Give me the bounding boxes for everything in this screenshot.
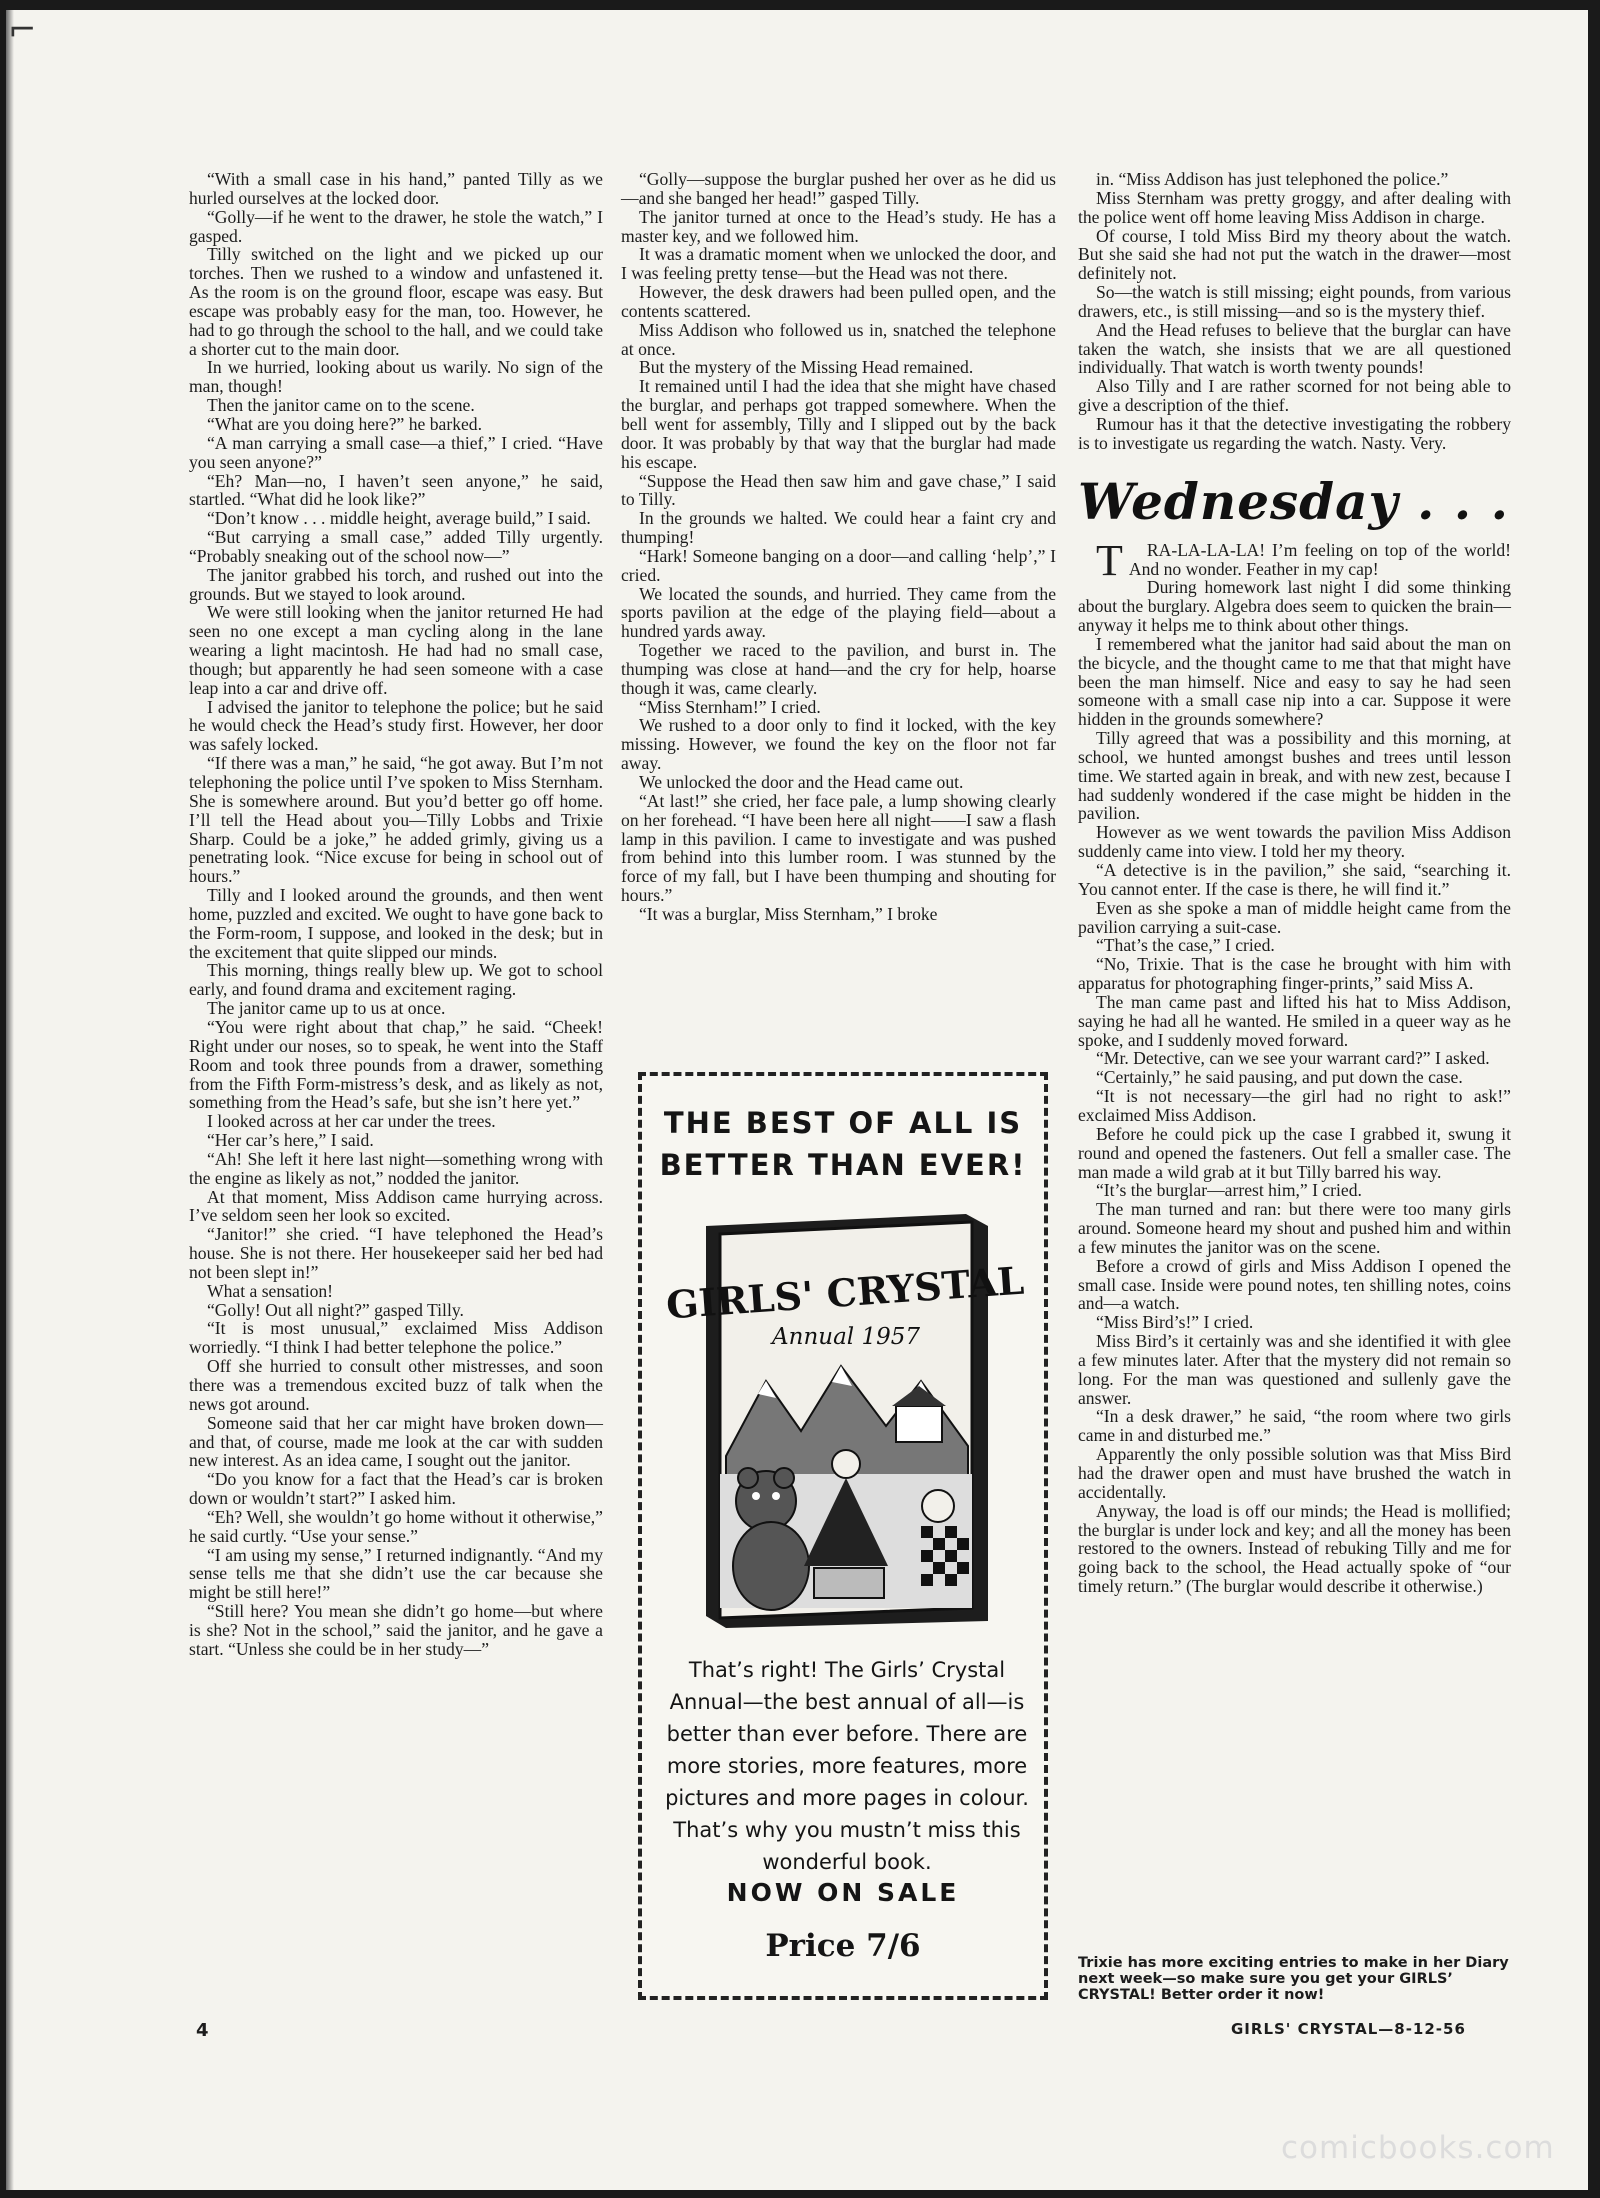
story-paragraph: The man came past and lifted his hat to Miss Addison, saying he had all he wanted. He smiled in a queer way as he spoke, and I suddenly moved forward. bbox=[1078, 991, 1511, 1050]
story-paragraph: I advised the janitor to telephone the police; but he said he would check the Head’s study first. However, her door was safely locked. bbox=[189, 696, 603, 755]
story-paragraph: “You were right about that chap,” he said. “Cheek! Right under our noses, so to speak, he went into the Staff Room and took three pounds from a drawer, something from the Fifth Form-mistress’s desk, and as likely as not, something from the Head’s safe, but she isn’t here yet.” bbox=[189, 1016, 603, 1113]
story-paragraph: Someone said that her car might have broken down—and that, of course, made me look at the car with sudden new interest. As an idea came, I sought out the janitor. bbox=[189, 1412, 603, 1471]
advert-price: Price 7/6 bbox=[765, 1928, 921, 1964]
story-paragraph: In we hurried, looking about us warily. No sign of the man, though! bbox=[189, 357, 603, 397]
diary-heading-wednesday: Wednesday . . . bbox=[1078, 471, 1510, 531]
story-column-2 bbox=[621, 170, 1056, 924]
story-paragraph: “Miss Bird’s!” I cried. bbox=[1096, 1312, 1254, 1333]
story-paragraph: We rushed to a door only to find it locked, with the key missing. However, we found the key on the floor not far away. bbox=[621, 715, 1056, 774]
story-paragraph: The man turned and ran: but there were too many girls around. Someone heard my shout and pushed him and within a few minutes the janitor was on the scene. bbox=[1078, 1199, 1511, 1257]
story-paragraph: “Golly! Out all night?” gasped Tilly. bbox=[207, 1299, 464, 1320]
dropcap-letter: T bbox=[1096, 535, 1123, 585]
story-paragraph: Even as she spoke a man of middle height came from the pavilion carrying a suit-case. bbox=[1078, 897, 1511, 937]
story-paragraph: But the mystery of the Missing Head remained. bbox=[639, 357, 974, 378]
diary-opening-text: RA-LA-LA-LA! I’m feeling on top of the world! And no wonder. Feather in my cap! bbox=[1128, 539, 1511, 579]
story-paragraph: Also Tilly and I are rather scorned for not being able to give a description of the thief. bbox=[1078, 376, 1511, 416]
advert-headline-line-2: BETTER THAN EVER! bbox=[659, 1148, 1027, 1182]
story-column-3 bbox=[1078, 170, 1511, 1596]
story-paragraph: In the grounds we halted. We could hear a faint cry and thumping! bbox=[621, 508, 1056, 548]
annual-book-cover-illustration bbox=[664, 1206, 1026, 1631]
story-paragraph: “Still here? You mean she didn’t go home—but where is she? Not in the school,” said the janitor, and he gave a start. “Unless she could be in her study—” bbox=[189, 1601, 603, 1659]
story-paragraph: “It was a burglar, Miss Sternham,” I broke bbox=[639, 903, 938, 924]
story-paragraph: It remained until I had the idea that she might have chased the burglar, and perhaps got trapped somewhere. When the bell went for assembly, Tilly and I slipped out by the back door. It was probably by that way that the burglar had made his escape. bbox=[621, 376, 1056, 472]
story-paragraph: The janitor grabbed his torch, and rushed out into the grounds. But we stayed to look around. bbox=[189, 564, 603, 604]
story-paragraph: “At last!” she cried, her face pale, a lump showing clearly on her forehead. “I have been here all night——I saw a flash lamp in this pavilion. I came to investigate and was pushed from behind into this lumber room. I was stunned by the force of my fall, but I have been thumping and shouting for hours.” bbox=[621, 790, 1056, 906]
story-paragraph: Then the janitor came on to the scene. bbox=[207, 395, 475, 416]
story-paragraph: Before he could pick up the case I grabbed it, swung it round and opened the fasteners. Out fell a smaller case. The man made a wild grab at it but Tilly barred his way. bbox=[1078, 1123, 1511, 1182]
advert-now-on-sale: NOW ON SALE bbox=[726, 1878, 960, 1907]
story-paragraph: “What are you doing here?” he barked. bbox=[207, 413, 483, 434]
story-paragraph: Apparently the only possible solution was that Miss Bird had the drawer open and must have brushed the watch in accidentally. bbox=[1078, 1444, 1511, 1502]
story-paragraph: “Golly—if he went to the drawer, he stole the watch,” I gasped. bbox=[189, 206, 603, 246]
story-paragraph: However, the desk drawers had been pulled open, and the contents scattered. bbox=[621, 282, 1056, 321]
book-subtitle: Annual 1957 bbox=[772, 1324, 920, 1350]
story-paragraph: I remembered what the janitor had said about the man on the bicycle, and the thought came to me that that might have been the man himself. Nice and easy to say he had seen someone with a small case nip into a car. Suppose it were hidden in the grounds somewhere? bbox=[1078, 633, 1511, 730]
story-paragraph: “That’s the case,” I cried. bbox=[1096, 935, 1275, 956]
book-title: GIRLS' CRYSTAL bbox=[664, 1257, 1026, 1328]
story-paragraph: “Mr. Detective, can we see your warrant card?” I asked. bbox=[1096, 1048, 1490, 1069]
story-paragraph: “Golly—suppose the burglar pushed her over as he did us—and she banged her head!” gasped Tilly. bbox=[621, 169, 1056, 208]
magazine-page bbox=[6, 10, 1588, 2190]
corner-fold-mark: ⌐ bbox=[8, 10, 37, 50]
story-paragraph: “It is most unusual,” exclaimed Miss Addison worriedly. “I think I had better telephone the police.” bbox=[189, 1318, 603, 1358]
story-paragraph: “In a desk drawer,” he said, “the room where two girls came in and disturbed me.” bbox=[1078, 1406, 1511, 1446]
story-paragraph: Miss Bird’s it certainly was and she identified it with glee a few minutes later. After that the mystery did not remain so long. For the man was questioned and sullenly gave the answer. bbox=[1078, 1331, 1511, 1408]
story-column-1 bbox=[189, 170, 603, 1659]
story-paragraph: I looked across at her car under the trees. bbox=[207, 1111, 496, 1132]
story-paragraph: So—the watch is still missing; eight pounds, from various drawers, etc., is still missing—and so is the mystery thief. bbox=[1078, 282, 1511, 321]
story-paragraph: Tilly switched on the light and we picked up our torches. Then we rushed to a window and unfastened it. As the room is on the ground floor, escape was easy. But escape was probably easy for the man, too. However, he had to go through the school to the hall, and we could take a shorter cut to the main door. bbox=[189, 244, 603, 359]
story-paragraph: Tilly and I looked around the grounds, and then went home, puzzled and excited. We ought to have gone back to the Form-room, I suppose, and looked in the desk; but in the excitement that quite slipped our minds. bbox=[189, 885, 603, 962]
page-gutter-shadow bbox=[6, 10, 14, 2190]
story-paragraph: “It is not necessary—the girl had no right to ask!” exclaimed Miss Addison. bbox=[1078, 1086, 1511, 1125]
story-paragraph: “A man carrying a small case—a thief,” I cried. “Have you seen anyone?” bbox=[189, 432, 603, 472]
story-paragraph: “Eh? Man—no, I haven’t seen anyone,” he said, startled. “What did he look like?” bbox=[189, 470, 603, 510]
story-paragraph: Off she hurried to consult other mistresses, and soon there was a tremendous excited buzz of talk when the news got around. bbox=[189, 1356, 603, 1414]
story-paragraph: “Do you know for a fact that the Head’s car is broken down or wouldn’t start?” I asked him. bbox=[189, 1469, 603, 1509]
story-paragraph: “If there was a man,” he said, “he got away. But I’m not telephoning the police until I’ve spoken to Miss Sternham. She is somewhere around. But you’d better go off home. I’ll tell the Head about you—Tilly Lobbs and Trixie Sharp. Could be a joke,” he added grimly, giving us a penetrating look. “Nice excuse for being in school out of hours.” bbox=[189, 753, 603, 887]
next-week-teaser: Trixie has more exciting entries to make in her Diary next week—so make sure you get your GIRLS’ CRYSTAL! Better order it now! bbox=[1078, 1955, 1509, 2003]
story-paragraph: We were still looking when the janitor returned He had seen no one except a man cycling along in the lane wearing a light macintosh. He had had no small case, though; but apparently he had seen someone with a case leap into a car and drive off. bbox=[189, 602, 603, 698]
story-paragraph: “Don’t know . . . middle height, average build,” I said. bbox=[207, 508, 591, 529]
story-paragraph: “Janitor!” she cried. “I have telephoned the Head’s house. She is not there. Her housekeeper said her bed had not been slept in!” bbox=[189, 1224, 603, 1282]
story-paragraph: “It’s the burglar—arrest him,” I cried. bbox=[1096, 1180, 1362, 1201]
page-number: 4 bbox=[196, 2020, 209, 2041]
story-paragraph: “Suppose the Head then saw him and gave chase,” I said to Tilly. bbox=[621, 470, 1056, 510]
watermark: comicbooks.com bbox=[1281, 2130, 1555, 2166]
story-paragraph: Of course, I told Miss Bird my theory about the watch. But she said she had not put the watch in the drawer—most definitely not. bbox=[1078, 225, 1511, 284]
story-paragraph: “No, Trixie. That is the case he brought with him with apparatus for photographing finger-prints,” said Miss A. bbox=[1078, 954, 1511, 994]
story-paragraph: “A detective is in the pavilion,” she said, “searching it. You cannot enter. If the case is there, he will find it.” bbox=[1078, 860, 1511, 899]
story-paragraph: “Certainly,” he said pausing, and put down the case. bbox=[1096, 1067, 1463, 1088]
story-paragraph: “I am using my sense,” I returned indignantly. “And my sense tells me that she didn’t use the car because she might be still here!” bbox=[189, 1544, 603, 1603]
story-paragraph: Rumour has it that the detective investigating the robbery is to investigate us regarding the watch. Nasty. Very. bbox=[1078, 413, 1511, 453]
story-column-3-top bbox=[1078, 170, 1511, 453]
story-paragraph: The janitor turned at once to the Head’s study. He has a master key, and we followed him. bbox=[621, 206, 1056, 246]
story-paragraph: Anyway, the load is off our minds; the Head is mollified; the burglar is under lock and key; and all the money has been restored to the owners. Instead of rebuking Tilly and me for going back to the school, the Head actually spoke of “our timely return.” (The burglar would describe it otherwise.) bbox=[1078, 1500, 1511, 1597]
story-paragraph: Miss Addison who followed us in, snatched the telephone at once. bbox=[621, 319, 1056, 359]
story-paragraph: However as we went towards the pavilion Miss Addison suddenly came into view. I told her my theory. bbox=[1078, 822, 1511, 862]
story-paragraph: Together we raced to the pavilion, and burst in. The thumping was close at hand—and the cry for help, hoarse though it was, came clearly. bbox=[621, 640, 1056, 698]
story-paragraph: At that moment, Miss Addison came hurrying across. I’ve seldom seen her look so excited. bbox=[189, 1186, 603, 1226]
story-paragraph: in. “Miss Addison has just telephoned the police.” bbox=[1096, 169, 1449, 189]
story-paragraph: And the Head refuses to believe that the burglar can have taken the watch, she insists that we are all questioned individually. That watch is worth twenty pounds! bbox=[1078, 319, 1511, 378]
advert-headline bbox=[642, 1102, 1044, 1186]
story-paragraph: This morning, things really blew up. We got to school early, and found drama and excitement raging. bbox=[189, 960, 603, 1000]
story-column-3-bottom bbox=[1078, 578, 1511, 1596]
story-paragraph: It was a dramatic moment when we unlocked the door, and I was feeling pretty tense—but the Head was not there. bbox=[621, 244, 1056, 284]
story-paragraph: “Ah! She left it here last night—something wrong with the engine as likely as not,” nodded the janitor. bbox=[189, 1148, 603, 1188]
story-paragraph: We located the sounds, and hurried. They came from the sports pavilion at the edge of the playing field—about a hundred yards away. bbox=[621, 583, 1056, 642]
story-paragraph: “Her car’s here,” I said. bbox=[207, 1130, 374, 1151]
story-paragraph: “Miss Sternham!” I cried. bbox=[639, 696, 821, 717]
diary-opening-paragraph bbox=[1078, 535, 1511, 585]
issue-footer: GIRLS' CRYSTAL—8-12-56 bbox=[1231, 2020, 1466, 2038]
story-paragraph: What a sensation! bbox=[207, 1280, 334, 1301]
story-paragraph: Miss Sternham was pretty groggy, and after dealing with the police went off home leaving Miss Addison in charge. bbox=[1078, 187, 1511, 227]
story-paragraph: Tilly agreed that was a possibility and this morning, at school, we hunted amongst bushes and trees until lesson time. We started again in break, and with new zest, because I had suddenly wondered if the case might be hidden in the pavilion. bbox=[1078, 728, 1511, 824]
story-paragraph: “With a small case in his hand,” panted Tilly as we hurled ourselves at the locked door. bbox=[189, 169, 603, 208]
story-paragraph: “But carrying a small case,” added Tilly urgently. “Probably sneaking out of the school now—” bbox=[189, 527, 603, 566]
advert-body-copy: That’s right! The Girls’ Crystal Annual—the best annual of all—is better than ever before. There are more stories, more features, more pictures and more pages in colour. That’s why you mustn’t miss this wonderful book. bbox=[665, 1658, 1029, 1874]
story-paragraph: The janitor came up to us at once. bbox=[207, 998, 446, 1019]
story-paragraph: “Eh? Well, she wouldn’t go home without it otherwise,” he said curtly. “Use your sense.” bbox=[189, 1506, 603, 1546]
advert-headline-line-1: THE BEST OF ALL IS bbox=[663, 1106, 1023, 1140]
story-paragraph: During homework last night I did some thinking about the burglary. Algebra does seem to quicken the brain—anyway it helps me to think about other things. bbox=[1078, 577, 1511, 636]
story-paragraph: “Hark! Someone banging on a door—and calling ‘help’,” I cried. bbox=[621, 545, 1056, 585]
story-paragraph: Before a crowd of girls and Miss Addison I opened the small case. Inside were pound notes, ten shilling notes, coins and—a watch. bbox=[1078, 1255, 1511, 1314]
story-paragraph: We unlocked the door and the Head came out. bbox=[639, 772, 964, 792]
annual-advert bbox=[638, 1072, 1048, 2000]
